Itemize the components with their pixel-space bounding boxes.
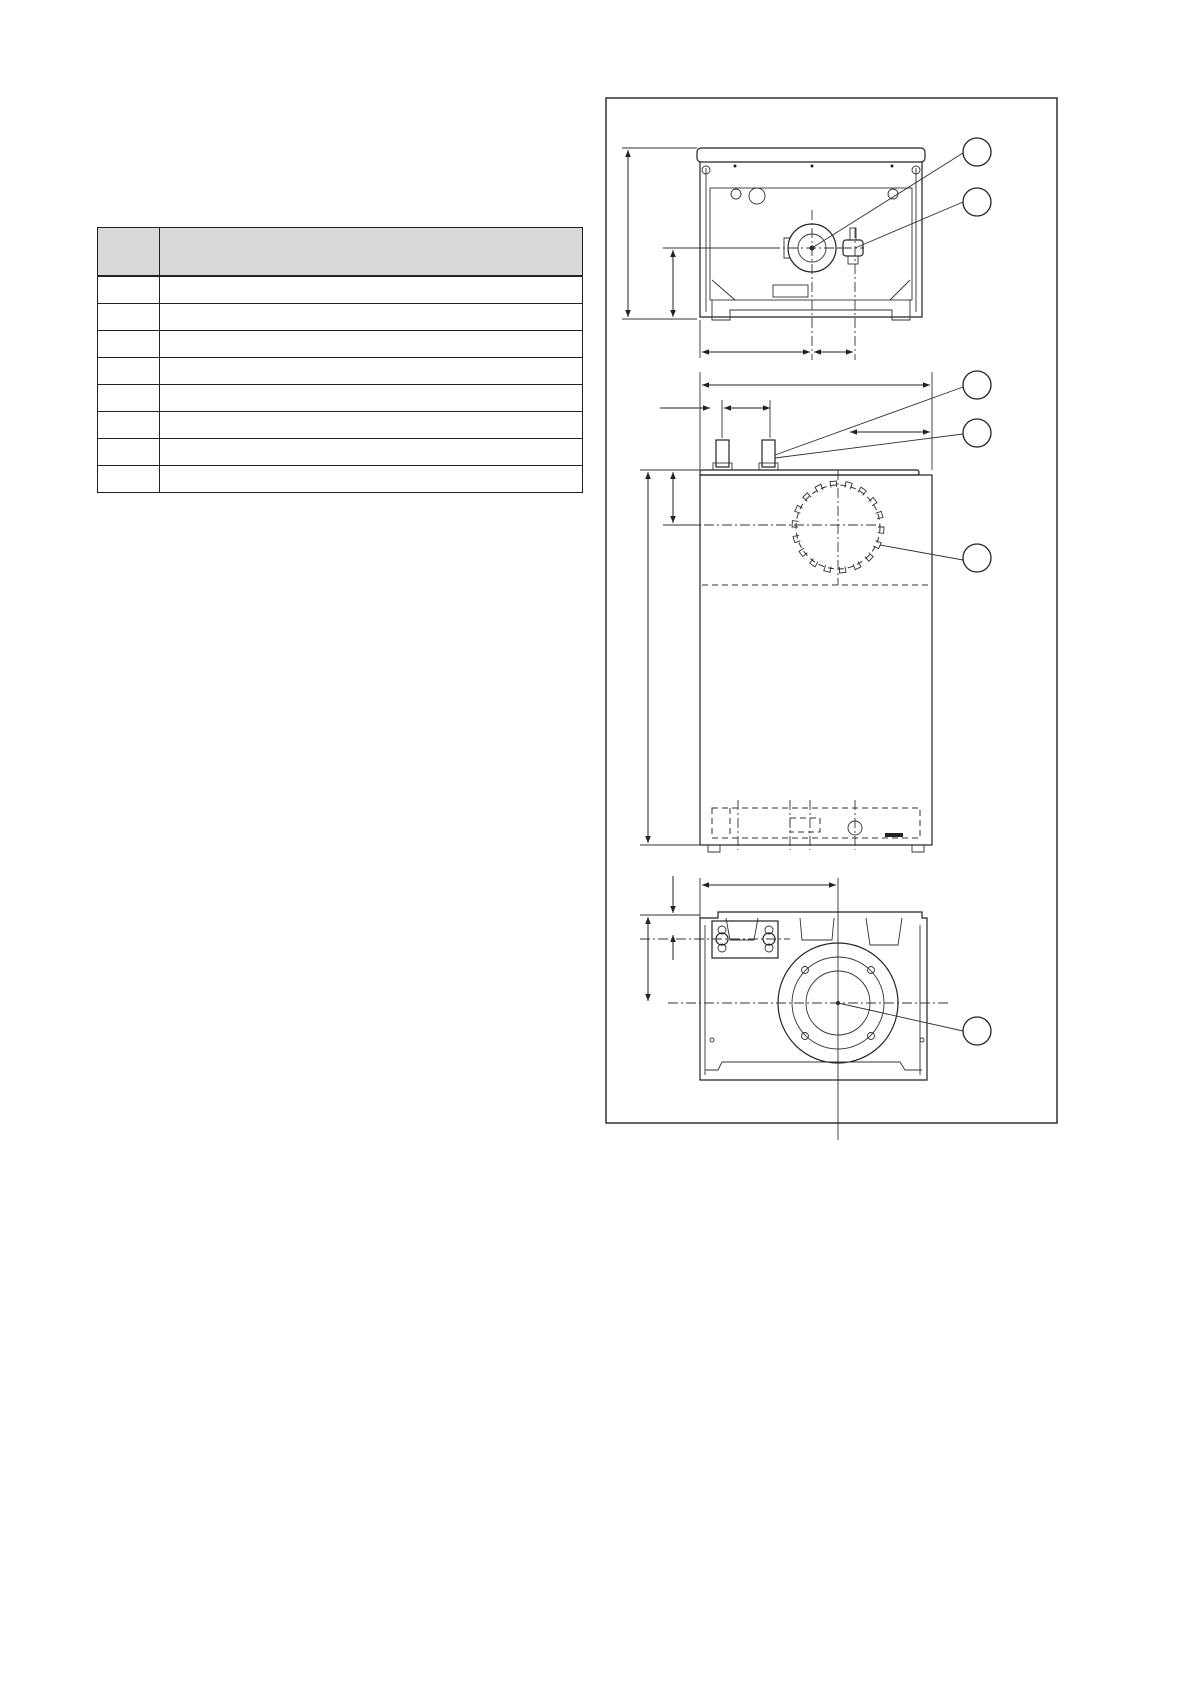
flue-gear-tooth: [792, 521, 798, 527]
flue-gear-tooth: [803, 493, 811, 502]
figure-frame: [606, 98, 1057, 1123]
flue-gear-tooth: [869, 497, 877, 505]
flue-gear-tooth: [839, 566, 846, 573]
flue-gear-tooth: [878, 527, 884, 533]
bottom-view: [640, 876, 991, 1140]
flue-gear-tooth: [830, 481, 837, 488]
top-view: [622, 138, 991, 360]
flue-gear-tooth: [865, 553, 873, 562]
flue-gear-tooth: [799, 548, 807, 556]
front-view: [640, 371, 991, 852]
